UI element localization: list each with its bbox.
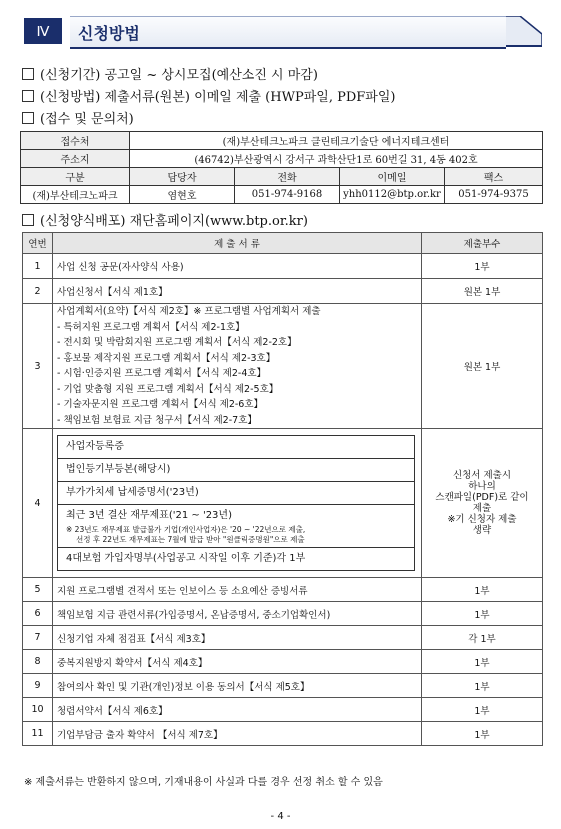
item-text: (신청방법) 제출서류(원본) 이메일 제출 (HWP파일, PDF파일) — [40, 90, 396, 105]
row-document: 기업부담금 출자 확약서 【서식 제7호】 — [53, 722, 422, 746]
contact-header: 전화 — [235, 168, 340, 186]
contact-header: 구분 — [21, 168, 130, 186]
table-row — [23, 674, 543, 698]
row-document: 사업 신청 공문(자사양식 사용) — [53, 254, 422, 279]
office-label: 접수처 — [21, 132, 130, 150]
row-document: 지원 프로그램별 견적서 또는 인보이스 등 소요예산 증빙서류 — [53, 578, 422, 602]
address-value: (46742)부산광역시 강서구 과학산단1로 60번길 31, 4동 402호 — [130, 150, 543, 168]
header-copies: 제출부수 — [422, 233, 543, 254]
checkbox-icon — [22, 214, 34, 226]
list-item: - 기술자문지원 프로그램 계획서【서식 제2-6호】 — [57, 399, 264, 410]
row-number: 2 — [23, 279, 53, 304]
attachment-item: 법인등기부등본(해당시) — [58, 459, 414, 482]
copies-line: 스캔파일(PDF)로 같이 — [435, 492, 529, 503]
section-title-box — [70, 16, 506, 49]
list-item: - 홍보물 제작지원 프로그램 계획서【서식 제2-3호】 — [57, 352, 276, 364]
item-text: (신청기간) 공고일 ~ 상시모집(예산소진 시 마감) — [40, 68, 318, 83]
row-number: 7 — [23, 626, 53, 650]
attachment-item: 4대보험 가입자명부(사업공고 시작일 이후 기준)각 1부 — [66, 553, 306, 564]
footnote: ※ 제출서류는 반환하지 않으며, 기재내용이 사실과 다를 경우 선정 취소 할 수 있음 — [24, 777, 383, 788]
item-text: (접수 및 문의처) — [40, 112, 134, 127]
row-document: 사업신청서【서식 제1호】 — [53, 279, 422, 304]
table-row — [23, 254, 543, 279]
list-item: - 책임보험 보험료 지급 청구서【서식 제2-7호】 — [57, 414, 257, 426]
row-document: 책임보험 지급 관련서류(가입증명서, 온납증명서, 중소기업확인서) — [53, 602, 422, 626]
row-document-list — [53, 304, 422, 429]
row-number: 10 — [23, 698, 53, 722]
contact-fax: 051-974-9375 — [445, 186, 543, 204]
financial-note: 선정 후 22년도 재무제표는 7월에 발급 받아 "원클릭증명원"으로 제출 — [76, 535, 305, 544]
attachment-item: 부가가치세 납세증명서('23년) — [58, 482, 414, 505]
item-contact — [22, 108, 134, 127]
table-row — [23, 650, 543, 674]
header-document: 제 출 서 류 — [53, 233, 422, 254]
attachment-item: 사업자등록증 — [58, 436, 414, 459]
copies-line: 제출 — [472, 503, 492, 514]
item-application-method — [22, 86, 395, 105]
section-title: 신청방법 — [78, 24, 140, 43]
copies-line: 신청서 제출시 — [452, 470, 512, 481]
checkbox-icon — [22, 68, 34, 80]
row-document: 참여의사 확인 및 기관(개인)정보 이용 동의서【서식 제5호】 — [53, 674, 422, 698]
copies-line: ※기 신청자 제출 — [447, 514, 517, 525]
copies-line: 생략 — [472, 525, 492, 536]
table-row — [23, 626, 543, 650]
row-copies: 각 1부 — [422, 626, 543, 650]
row-document: 청렴서약서【서식 제6호】 — [53, 698, 422, 722]
checkbox-icon — [22, 90, 34, 102]
table-row — [23, 429, 543, 578]
list-item: - 시험·인증지원 프로그램 계획서【서식 제2-4호】 — [57, 368, 267, 379]
item-text: (신청양식배포) 재단홈페이지(www.btp.or.kr) — [40, 214, 308, 229]
row-document-box — [53, 429, 422, 578]
row-document: 중복지원방지 확약서【서식 제4호】 — [53, 650, 422, 674]
row-number: 3 — [23, 304, 53, 429]
row-number: 6 — [23, 602, 53, 626]
table-row — [23, 698, 543, 722]
item-application-period — [22, 64, 318, 83]
attachment-item-financial — [58, 505, 414, 548]
row-copies: 원본 1부 — [422, 279, 543, 304]
table-header-row — [23, 233, 543, 254]
page-number: - 4 - — [270, 811, 291, 822]
contact-person: 염현호 — [130, 186, 235, 204]
row-copies: 1부 — [422, 698, 543, 722]
contact-header: 이메일 — [340, 168, 445, 186]
item-form-distribution — [22, 210, 308, 229]
row-number: 8 — [23, 650, 53, 674]
documents-table — [22, 232, 543, 746]
financial-note: ※ 23년도 재무제표 발급불가 기업(개인사업자)은 '20 ~ '22년으로 제출, — [66, 525, 306, 534]
row-number: 4 — [23, 429, 53, 578]
table-row — [23, 602, 543, 626]
row-number: 5 — [23, 578, 53, 602]
list-item: - 특허지원 프로그램 계획서【서식 제2-1호】 — [57, 321, 245, 333]
row-document: 신청기업 자체 점검표【서식 제3호】 — [53, 626, 422, 650]
row-copies: 원본 1부 — [422, 304, 543, 429]
financial-title: 최근 3년 결산 재무제표('21 ~ '23년) — [66, 510, 232, 521]
row-copies: 1부 — [422, 674, 543, 698]
address-label: 주소지 — [21, 150, 130, 168]
table-row — [23, 578, 543, 602]
section-number: Ⅳ — [24, 18, 62, 44]
row-number: 11 — [23, 722, 53, 746]
list-item: 사업계획서(요약)【서식 제2호】※ 프로그램별 사업계획서 제출 — [57, 306, 321, 317]
list-item: - 전시회 및 박람회지원 프로그램 계획서【서식 제2-2호】 — [57, 337, 297, 348]
row-number: 9 — [23, 674, 53, 698]
section-header — [20, 14, 542, 50]
table-row — [23, 279, 543, 304]
contact-org: (재)부산테크노파크 — [21, 186, 130, 204]
attachment-list — [57, 435, 415, 571]
header-number: 연번 — [23, 233, 53, 254]
section-corner-decoration — [506, 16, 542, 47]
row-number: 1 — [23, 254, 53, 279]
table-row — [23, 304, 543, 429]
row-copies: 1부 — [422, 602, 543, 626]
copies-line: 하나의 — [468, 481, 496, 492]
row-copies — [422, 429, 543, 578]
row-copies: 1부 — [422, 650, 543, 674]
contact-header: 팩스 — [445, 168, 543, 186]
contact-table — [20, 131, 543, 204]
contact-header: 담당자 — [130, 168, 235, 186]
table-row — [23, 722, 543, 746]
row-copies: 1부 — [422, 722, 543, 746]
checkbox-icon — [22, 112, 34, 124]
list-item: - 기업 맞춤형 지원 프로그램 계획서【서식 제2-5호】 — [57, 383, 279, 395]
contact-phone: 051-974-9168 — [235, 186, 340, 204]
contact-email[interactable]: yhh0112@btp.or.kr — [340, 186, 445, 204]
office-value: (재)부산테크노파크 클린테크기술단 에너지테크센터 — [130, 132, 543, 150]
row-copies: 1부 — [422, 254, 543, 279]
row-copies: 1부 — [422, 578, 543, 602]
